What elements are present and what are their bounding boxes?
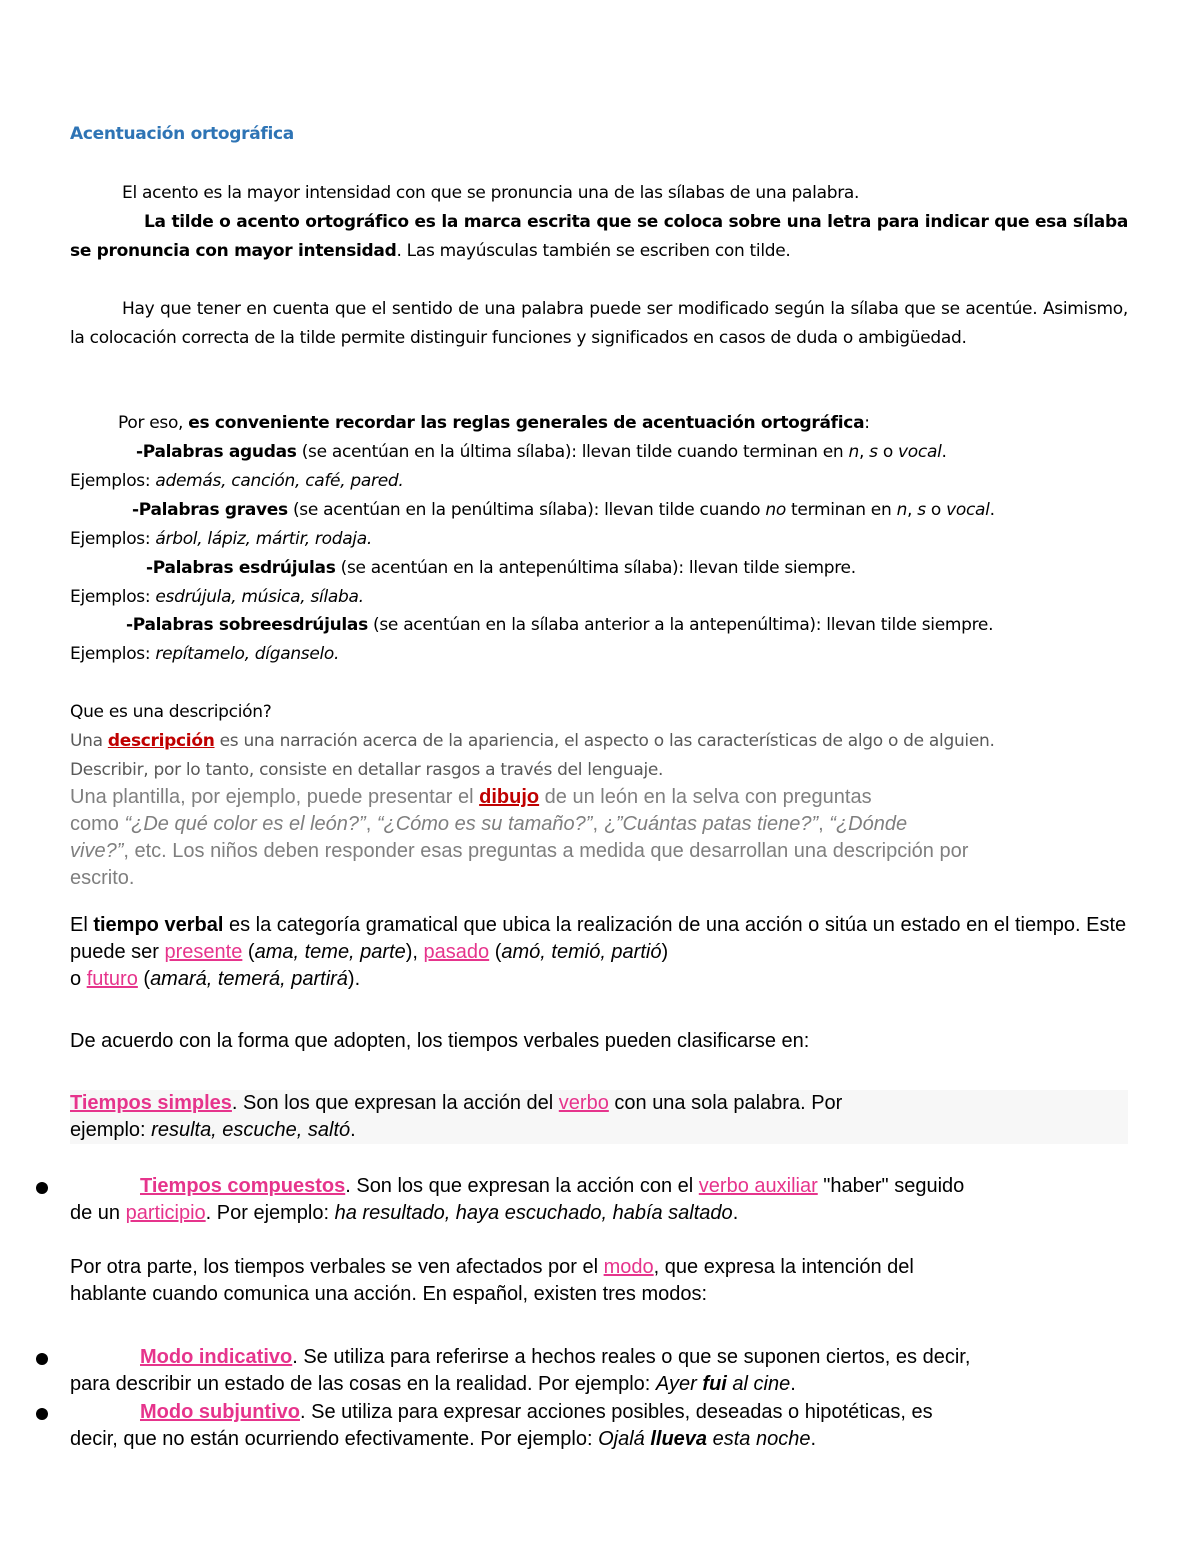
descripcion-line-2: Describir, por lo tanto, consiste en detallar rasgos a través del lenguaje. bbox=[70, 760, 664, 780]
paragraph-acento: El acento es la mayor intensidad con que se pronuncia una de las sílabas de una palabra. bbox=[122, 183, 860, 203]
tiempo-verbal-paragraph: El tiempo verbal es la categoría gramatical que ubica la realización de una acción o sitúa un estado en el tiempo. Este puede ser presente (ama, teme, parte), pasado (amó, temió, partió) o futuro (amará, temerá, partirá). bbox=[70, 914, 1127, 990]
rules-intro: Por eso, es conveniente recordar las reglas generales de acentuación ortográfica: bbox=[118, 413, 870, 433]
rule-graves: -Palabras graves (se acentúan en la penúltima sílaba): llevan tilde cuando no terminan en n, s o vocal. Ejemplos: árbol, lápiz, mártir, rodaja. bbox=[70, 500, 995, 549]
link-tiempos-compuestos[interactable]: Tiempos compuestos bbox=[140, 1175, 346, 1197]
paragraph-tilde: La tilde o acento ortográfico es la marca escrita que se coloca sobre una letra para indicar que esa sílaba se pronuncia con mayor intensidad. Las mayúsculas también se escriben con tilde. bbox=[70, 212, 1128, 261]
bullet-icon bbox=[36, 1408, 48, 1420]
descripcion-line-1: Una descripción es una narración acerca de la apariencia, el aspecto o las características de algo o de alguien. bbox=[70, 731, 995, 751]
tiempos-compuestos-item: Tiempos compuestos. Son los que expresan la acción con el verbo auxiliar "haber" seguido de un participio. Por ejemplo: ha resultado, haya escuchado, había saltado. bbox=[70, 1175, 965, 1224]
plantilla-line-2: como “¿De qué color es el león?”, “¿Cómo es su tamaño?”, ¿”Cuántas patas tiene?”, “¿Dónde bbox=[70, 813, 908, 835]
rule-esdrujulas: -Palabras esdrújulas (se acentúan en la antepenúltima sílaba): llevan tilde siempre. Ejemplos: esdrújula, música, sílaba. bbox=[70, 558, 856, 607]
section-title: Acentuación ortográfica bbox=[70, 124, 294, 144]
link-futuro[interactable]: futuro bbox=[86, 968, 138, 990]
link-verbo[interactable]: verbo bbox=[558, 1092, 609, 1114]
link-pasado[interactable]: pasado bbox=[423, 941, 490, 963]
link-tiempos-simples[interactable]: Tiempos simples bbox=[70, 1092, 232, 1114]
link-modo-indicativo[interactable]: Modo indicativo bbox=[140, 1346, 293, 1368]
plantilla-line-1: Una plantilla, por ejemplo, puede presentar el dibujo de un león en la selva con preguntas bbox=[70, 786, 872, 808]
link-verbo-auxiliar[interactable]: verbo auxiliar bbox=[698, 1175, 818, 1197]
link-presente[interactable]: presente bbox=[164, 941, 243, 963]
clasificacion-paragraph: De acuerdo con la forma que adopten, los tiempos verbales pueden clasificarse en: bbox=[70, 1030, 810, 1052]
question-descripcion: Que es una descripción? bbox=[70, 702, 272, 722]
link-dibujo[interactable]: dibujo bbox=[479, 786, 540, 808]
plantilla-line-4: escrito. bbox=[70, 867, 135, 889]
modo-indicativo-item: Modo indicativo. Se utiliza para referirse a hechos reales o que se suponen ciertos, es decir, para describir un estado de las cosas en la realidad. Por ejemplo: Ayer fui al cine. bbox=[70, 1346, 971, 1395]
link-modo[interactable]: modo bbox=[603, 1256, 654, 1278]
bullet-icon bbox=[36, 1182, 48, 1194]
link-modo-subjuntivo[interactable]: Modo subjuntivo bbox=[140, 1401, 300, 1423]
rule-agudas: -Palabras agudas (se acentúan en la última sílaba): llevan tilde cuando terminan en n, s o vocal. Ejemplos: además, canción, café, pared. bbox=[70, 442, 947, 491]
link-participio[interactable]: participio bbox=[125, 1202, 206, 1224]
paragraph-sentido: Hay que tener en cuenta que el sentido de una palabra puede ser modificado según la sílaba que se acentúe. Asimismo, la colocación correcta de la tilde permite distinguir funciones y significados en casos de duda o ambigüedad. bbox=[70, 299, 1128, 348]
link-descripcion[interactable]: descripción bbox=[107, 731, 215, 751]
descripcion-plantilla bbox=[70, 784, 1128, 892]
rule-sobreesdrujulas: -Palabras sobreesdrújulas (se acentúan en la sílaba anterior a la antepenúltima): llevan tilde siempre. Ejemplos: repítamelo, díganselo. bbox=[70, 615, 994, 664]
modo-subjuntivo-item: Modo subjuntivo. Se utiliza para expresar acciones posibles, deseadas o hipotéticas, es decir, que no están ocurriendo efectivamente. Por ejemplo: Ojalá llueva esta noche. bbox=[70, 1401, 933, 1450]
tiempos-simples-item: Tiempos simples. Son los que expresan la acción del verbo con una sola palabra. Por ejemplo: resulta, escuche, saltó. bbox=[70, 1090, 1128, 1144]
bullet-icon bbox=[36, 1353, 48, 1365]
modo-intro-paragraph: Por otra parte, los tiempos verbales se ven afectados por el modo, que expresa la intención del hablante cuando comunica una acción. En español, existen tres modos: bbox=[70, 1256, 914, 1305]
plantilla-line-3: vive?”, etc. Los niños deben responder esas preguntas a medida que desarrollan una descripción por bbox=[70, 840, 969, 862]
